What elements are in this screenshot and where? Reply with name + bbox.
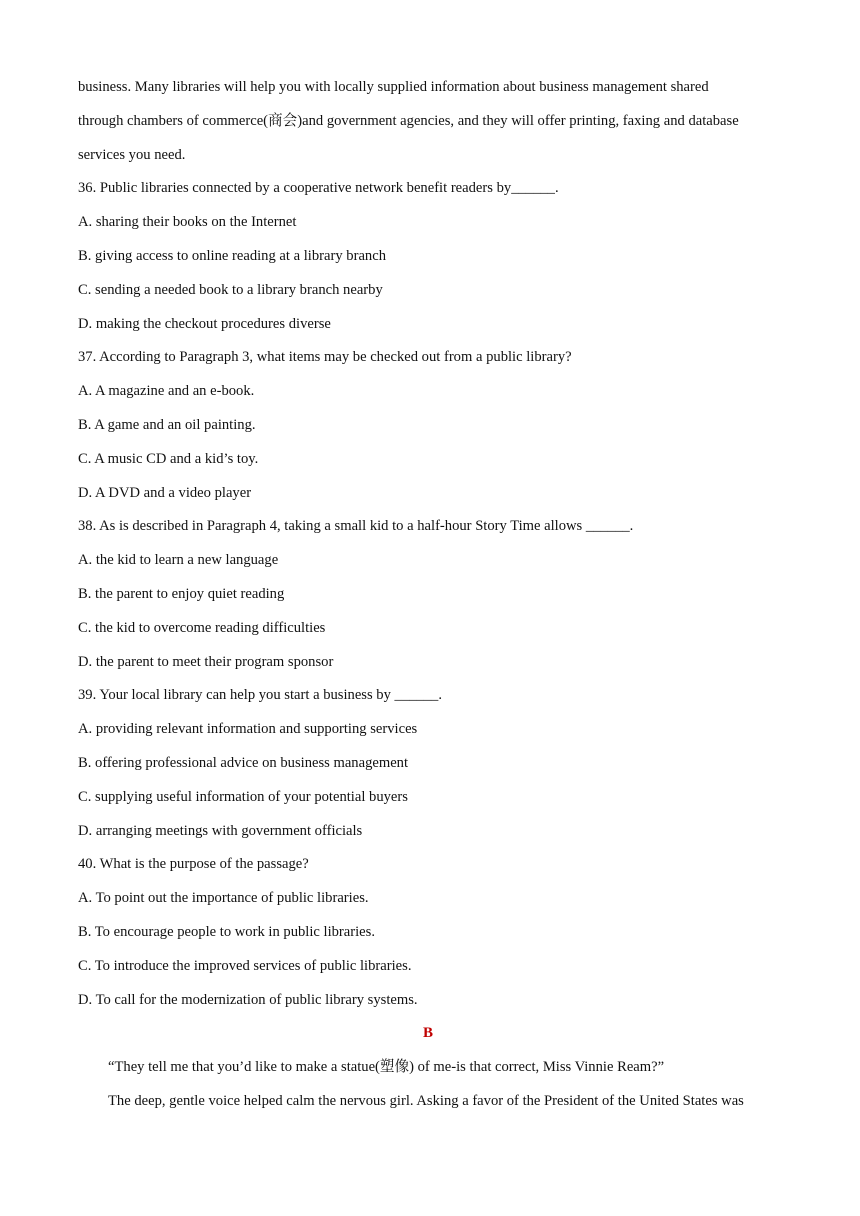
option-a: A. providing relevant information and supporting services: [78, 721, 418, 738]
option-d: D. making the checkout procedures diverse: [78, 315, 331, 332]
question-stem: 39. Your local library can help you start a business by ______.: [78, 687, 442, 704]
question-stem: 38. As is described in Paragraph 4, taking a small kid to a half-hour Story Time allows ______.: [78, 518, 634, 535]
paragraph-line: “They tell me that you’d like to make a statue(塑像) of me-is that correct, Miss Vinnie Ream?”: [108, 1059, 665, 1076]
option-b: B. A game and an oil painting.: [78, 416, 256, 433]
option-c: C. supplying useful information of your potential buyers: [78, 788, 408, 805]
option-d: D. arranging meetings with government officials: [78, 822, 363, 839]
question-40: [78, 848, 778, 1017]
option-a: A. To point out the importance of public libraries.: [78, 890, 369, 907]
paragraph-line: The deep, gentle voice helped calm the nervous girl. Asking a favor of the President of the United States was: [108, 1092, 744, 1109]
question-stem: 37. According to Paragraph 3, what items may be checked out from a public library?: [78, 349, 572, 366]
option-a: A. sharing their books on the Internet: [78, 214, 297, 231]
option-c: C. To introduce the improved services of public libraries.: [78, 957, 412, 974]
option-d: D. To call for the modernization of public library systems.: [78, 991, 418, 1008]
option-a: A. A magazine and an e-book.: [78, 383, 255, 400]
question-stem: 40. What is the purpose of the passage?: [78, 856, 309, 873]
paragraph-line: business. Many libraries will help you with locally supplied information about business management shared: [78, 79, 709, 95]
question-stem: 36. Public libraries connected by a cooperative network benefit readers by______.: [78, 180, 559, 197]
paragraph-line: through chambers of commerce(商会)and government agencies, and they will offer printing, faxing and database: [78, 112, 739, 129]
question-38: [78, 510, 778, 679]
paragraph-line: services you need.: [78, 146, 186, 163]
option-c: C. sending a needed book to a library branch nearby: [78, 281, 383, 298]
option-c: C. the kid to overcome reading difficulties: [78, 619, 326, 636]
section-heading: B: [422, 1025, 433, 1042]
section-b: [78, 1017, 778, 1118]
option-c: C. A music CD and a kid’s toy.: [78, 450, 259, 467]
option-d: D. the parent to meet their program sponsor: [78, 653, 334, 670]
question-37: [78, 341, 778, 510]
option-b: B. offering professional advice on business management: [78, 754, 409, 771]
page-content: [78, 71, 778, 1119]
option-b: B. giving access to online reading at a library branch: [78, 247, 386, 264]
option-b: B. To encourage people to work in public libraries.: [78, 923, 375, 940]
question-36: [78, 172, 778, 341]
option-a: A. the kid to learn a new language: [78, 552, 279, 569]
option-d: D. A DVD and a video player: [78, 484, 252, 501]
question-39: [78, 679, 778, 848]
option-b: B. the parent to enjoy quiet reading: [78, 585, 285, 602]
passage-a-tail: [78, 71, 778, 172]
